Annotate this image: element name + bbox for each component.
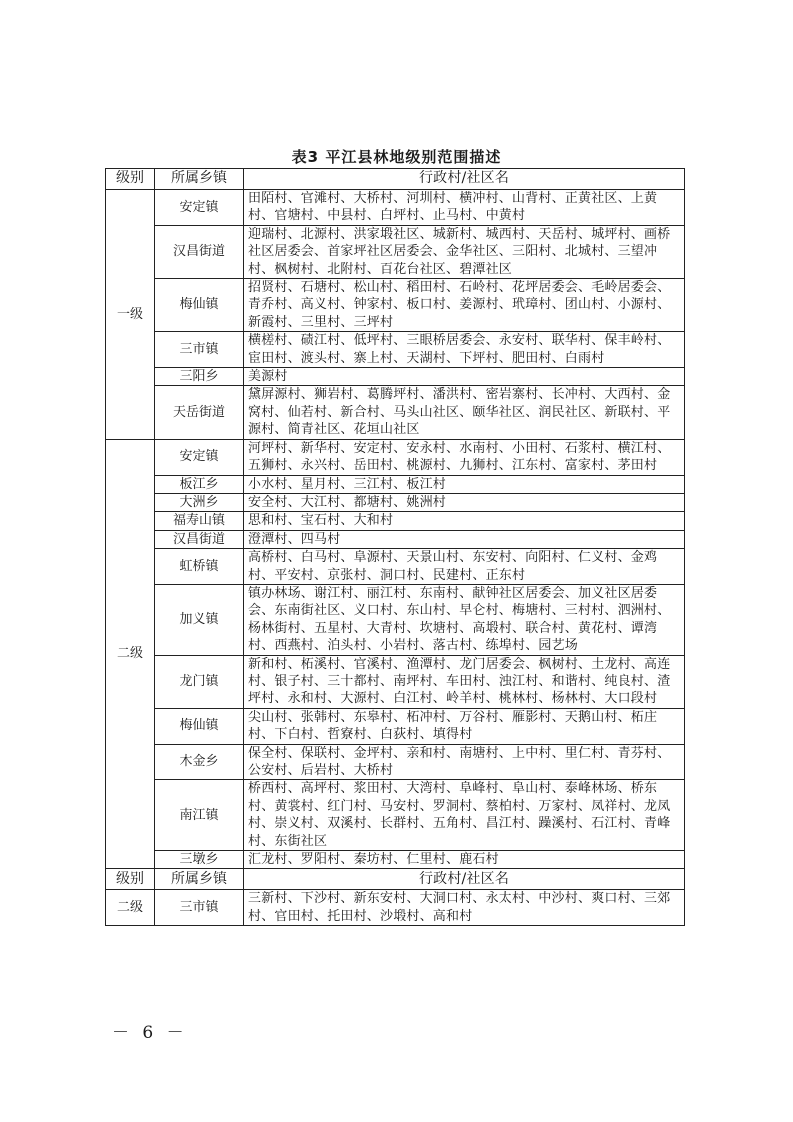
table-row (106, 439, 685, 475)
names-cell: 澄潭村、四马村 (244, 530, 685, 548)
town-cell: 三市镇 (155, 890, 244, 926)
town-cell: 大洲乡 (155, 493, 244, 511)
names-cell: 汇龙村、罗阳村、秦坊村、仁里村、鹿石村 (244, 851, 685, 869)
names-cell: 三新村、下沙村、新东安村、大洞口村、永太村、中沙村、爽口村、三郊村、官田村、托田村、沙塅村、高和村 (244, 890, 685, 926)
names-cell: 思和村、宝石村、大和村 (244, 512, 685, 530)
town-cell: 南江镇 (155, 780, 244, 851)
header-level: 级别 (106, 169, 155, 190)
names-cell: 桥西村、高坪村、浆田村、大湾村、阜峰村、阜山村、泰峰林场、桥东村、黄裳村、红门村、马安村、罗洞村、蔡柏村、万家村、凤祥村、龙凤村、崇义村、双溪村、长群村、五角村、昌江村、躁溪村、石江村、青峰村、东街社区 (244, 780, 685, 851)
page-number: － 6 － (112, 1023, 188, 1043)
names-cell: 新和村、柘溪村、官溪村、渔潭村、龙门居委会、枫树村、土龙村、高连村、银子村、三十都村、南坪村、车田村、浊江村、和谐村、纯良村、渣坪村、永和村、大源村、白江村、岭羊村、桃林村、杨林村、大口段村 (244, 655, 685, 708)
names-cell: 田陌村、官滩村、大桥村、河圳村、横冲村、山背村、正黄社区、上黄村、官塘村、中县村、白坪村、止马村、中黄村 (244, 190, 685, 226)
names-cell: 美源村 (244, 368, 685, 386)
table-row (106, 780, 685, 851)
table-row (106, 708, 685, 744)
forest-level-table (105, 168, 685, 926)
table-row (106, 851, 685, 869)
table-row (106, 584, 685, 655)
town-cell: 天岳街道 (155, 386, 244, 439)
names-cell: 尖山村、张韩村、东皋村、柘冲村、万谷村、雁影村、天鹅山村、柘庄村、下白村、哲寮村、白荻村、填得村 (244, 708, 685, 744)
town-cell: 安定镇 (155, 190, 244, 226)
table-row (106, 512, 685, 530)
header-names: 行政村/社区名 (244, 169, 685, 190)
town-cell: 三墩乡 (155, 851, 244, 869)
level-cell: 一级 (106, 190, 155, 440)
header-names: 行政村/社区名 (244, 869, 685, 890)
table-row (106, 744, 685, 780)
town-cell: 板江乡 (155, 475, 244, 493)
table-row (106, 368, 685, 386)
names-cell: 黛屏源村、狮岩村、葛腾坪村、潘洪村、密岩寨村、长冲村、大西村、金窝村、仙若村、新合村、马头山社区、颐华社区、润民社区、新联村、平源村、简青社区、花垣山社区 (244, 386, 685, 439)
town-cell: 汉昌街道 (155, 225, 244, 278)
names-cell: 迎瑞村、北源村、洪家塅社区、城新村、城西村、天岳村、城坪村、画桥社区居委会、首家坪社区居委会、金华社区、三阳村、北城村、三望冲村、枫树村、北附村、百花台社区、碧潭社区 (244, 225, 685, 278)
names-cell: 安全村、大江村、都塘村、姚洲村 (244, 493, 685, 511)
town-cell: 加义镇 (155, 584, 244, 655)
table-title: 表3 平江县林地级别范围描述 (291, 148, 502, 166)
names-cell: 保全村、保联村、金坪村、亲和村、南塘村、上中村、里仁村、青芬村、公安村、后岩村、大桥村 (244, 744, 685, 780)
town-cell: 汉昌街道 (155, 530, 244, 548)
level-cell: 二级 (106, 439, 155, 869)
table-row (106, 475, 685, 493)
town-cell: 龙门镇 (155, 655, 244, 708)
town-cell: 三阳乡 (155, 368, 244, 386)
town-cell: 三市镇 (155, 332, 244, 368)
table-row (106, 332, 685, 368)
table-row (106, 386, 685, 439)
header-level: 级别 (106, 869, 155, 890)
table-row (106, 655, 685, 708)
table-header-row (106, 169, 685, 190)
table-row (106, 530, 685, 548)
names-cell: 镇办林场、谢江村、丽江村、东南村、献钟社区居委会、加义社区居委会、东南街社区、义口村、东山村、早仑村、梅塘村、三村村、泗洲村、杨林街村、五星村、大青村、坎塘村、高塅村、联合村、黄花村、谭湾村、西燕村、泊头村、小岩村、落古村、练埠村、园艺场 (244, 584, 685, 655)
town-cell: 梅仙镇 (155, 279, 244, 332)
names-cell: 小水村、星月村、三江村、板江村 (244, 475, 685, 493)
names-cell: 横槎村、碛江村、低坪村、三眼桥居委会、永安村、联华村、保丰岭村、宦田村、渡头村、寨上村、天湖村、下坪村、肥田村、白雨村 (244, 332, 685, 368)
table-row (106, 279, 685, 332)
table-row (106, 493, 685, 511)
town-cell: 福寿山镇 (155, 512, 244, 530)
names-cell: 河坪村、新华村、安定村、安永村、水南村、小田村、石浆村、横江村、五狮村、永兴村、岳田村、桃源村、九狮村、江东村、富家村、茅田村 (244, 439, 685, 475)
table-row (106, 225, 685, 278)
header-town: 所属乡镇 (155, 169, 244, 190)
level-cell: 二级 (106, 890, 155, 926)
table-header-row-repeat (106, 869, 685, 890)
town-cell: 木金乡 (155, 744, 244, 780)
table-row (106, 190, 685, 226)
names-cell: 招贤村、石塘村、松山村、稻田村、石岭村、花坪居委会、毛岭居委会、青乔村、高义村、钟家村、板口村、姜源村、玳璋村、团山村、小源村、新霞村、三里村、三坪村 (244, 279, 685, 332)
town-cell: 虹桥镇 (155, 549, 244, 585)
header-town: 所属乡镇 (155, 869, 244, 890)
town-cell: 安定镇 (155, 439, 244, 475)
table-row (106, 890, 685, 926)
town-cell: 梅仙镇 (155, 708, 244, 744)
table-row (106, 549, 685, 585)
names-cell: 高桥村、白马村、阜源村、天景山村、东安村、向阳村、仁义村、金鸡村、平安村、京张村、洞口村、民建村、正东村 (244, 549, 685, 585)
